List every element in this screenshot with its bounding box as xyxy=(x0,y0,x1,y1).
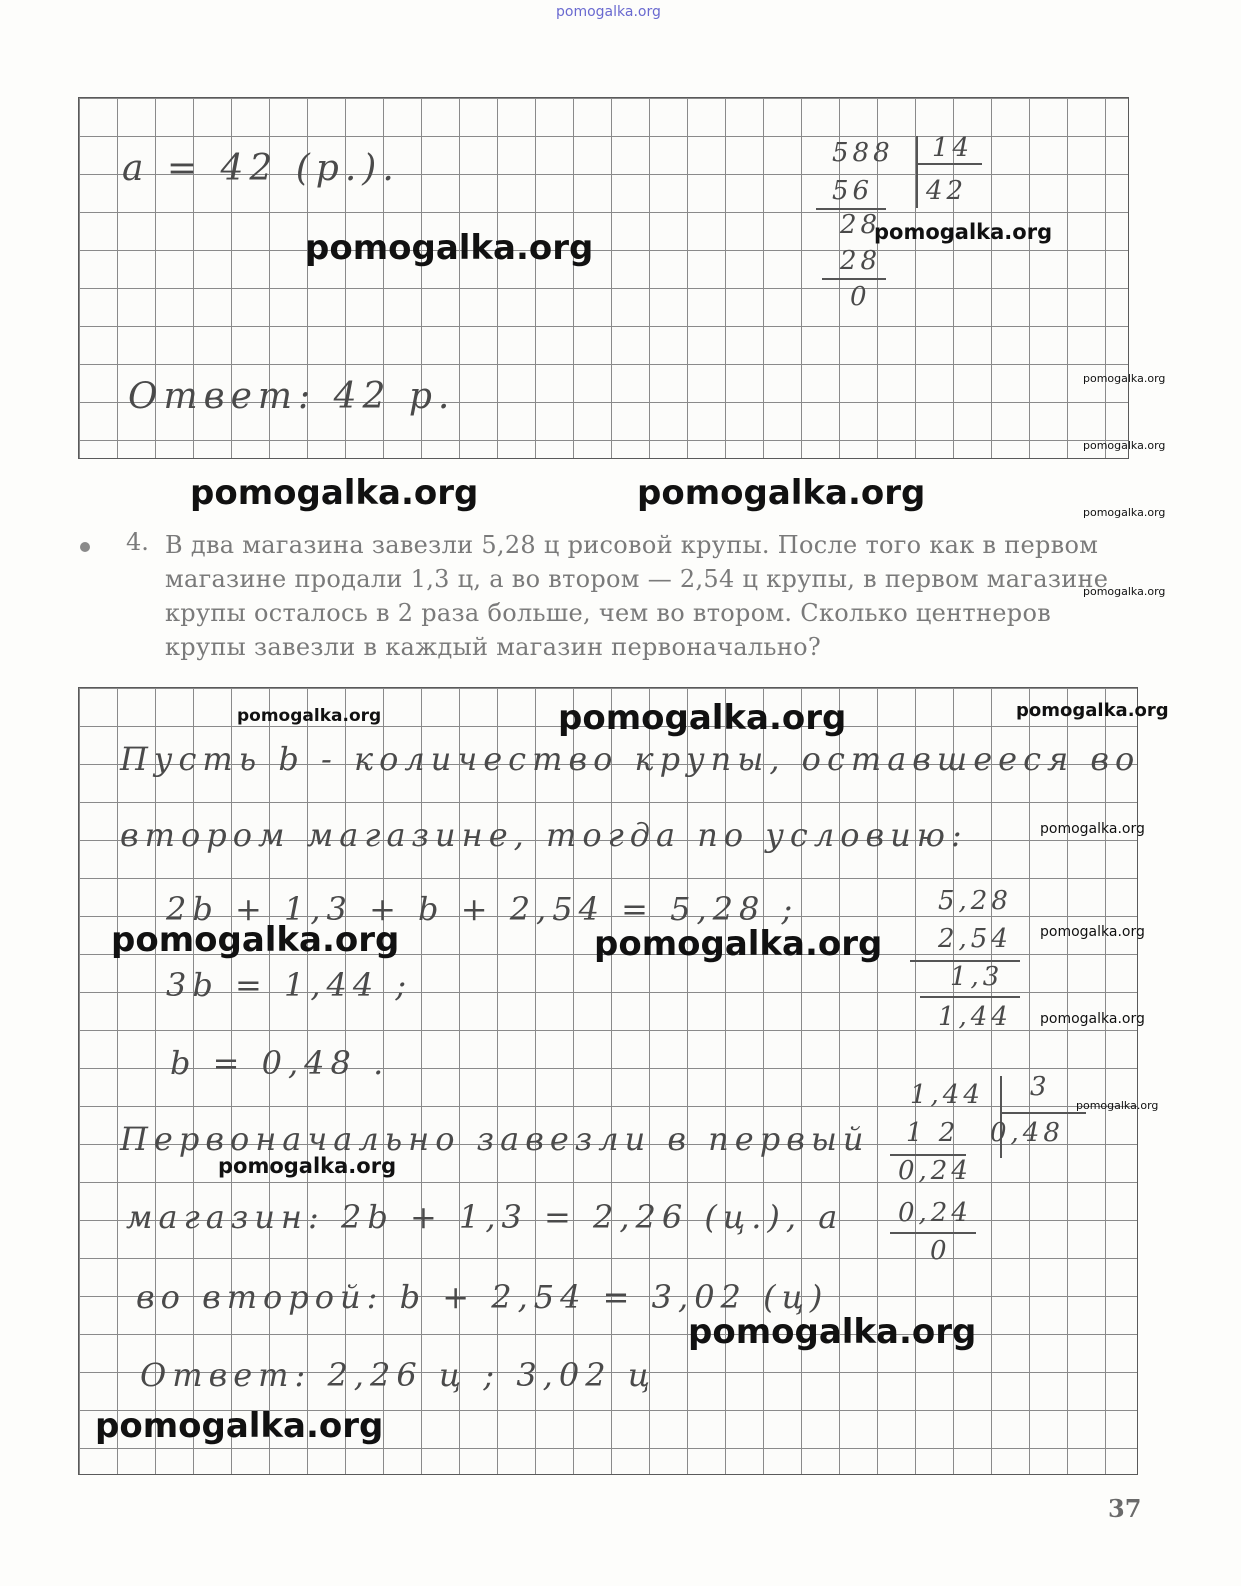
watermark: pomogalka.org xyxy=(558,698,847,738)
page-number: 37 xyxy=(1108,1494,1142,1523)
sub-b: 2,54 xyxy=(938,924,1012,954)
watermark: pomogalka.org xyxy=(1083,372,1166,385)
watermark: pomogalka.org xyxy=(688,1312,977,1352)
watermark-top: pomogalka.org xyxy=(556,4,661,20)
div1-quotient: 42 xyxy=(926,176,968,206)
watermark: pomogalka.org xyxy=(237,706,382,726)
div1-vertical-bar xyxy=(916,136,918,208)
sheet2-eq1: 2b + 1,3 + b + 2,54 = 5,28 ; xyxy=(166,890,799,928)
sub-c: 1,3 xyxy=(950,962,1004,992)
sheet2-line1: Пусть b - количество крупы, оставшееся во xyxy=(120,740,1141,778)
watermark: pomogalka.org xyxy=(218,1154,397,1178)
watermark: pomogalka.org xyxy=(1083,439,1166,452)
div2-divisor: 3 xyxy=(1030,1072,1051,1102)
watermark: pomogalka.org xyxy=(1083,585,1166,598)
div2-dividend: 1,44 xyxy=(910,1080,984,1110)
div1-sub2: 28 xyxy=(840,246,882,276)
watermark: pomogalka.org xyxy=(1040,821,1145,837)
div1-rem2: 0 xyxy=(850,282,871,312)
watermark: pomogalka.org xyxy=(1076,1099,1159,1112)
div2-sub1: 1 2 xyxy=(906,1118,960,1148)
sheet2-line2: втором магазине, тогда по условию: xyxy=(120,816,968,854)
div1-rem1: 28 xyxy=(840,210,882,240)
div2-line2 xyxy=(890,1232,976,1234)
task-text: В два магазина завезли 5,28 ц рисовой крупы. После того как в первом магазине продали 1,3 ц, а во втором — 2,54 ц крупы, в первом магазине крупы осталось в 2 раза больше, чем во втором. Сколько центнеров крупы завезли в каждый магазин первоначально? xyxy=(165,531,1109,661)
div2-rem2: 0 xyxy=(930,1236,951,1266)
watermark: pomogalka.org xyxy=(1040,924,1145,940)
sub-result: 1,44 xyxy=(938,1002,1012,1032)
watermark: pomogalka.org xyxy=(305,228,594,268)
bullet-icon xyxy=(80,542,90,552)
watermark: pomogalka.org xyxy=(1016,700,1169,721)
sheet2-eq3: b = 0,48 . xyxy=(170,1044,390,1082)
div2-sub2: 0,24 xyxy=(898,1198,972,1228)
div1-line2 xyxy=(822,278,886,280)
div2-rem1: 0,24 xyxy=(898,1156,972,1186)
sheet2-eq2: 3b = 1,44 ; xyxy=(166,966,413,1004)
div2-divisor-bar xyxy=(1002,1112,1086,1114)
task-number: 4. xyxy=(126,528,149,556)
watermark: pomogalka.org xyxy=(95,1406,384,1446)
watermark: pomogalka.org xyxy=(1083,506,1166,519)
sub-a: 5,28 xyxy=(938,886,1012,916)
div1-sub1: 56 xyxy=(832,176,874,206)
watermark: pomogalka.org xyxy=(190,473,479,513)
watermark: pomogalka.org xyxy=(1040,1011,1145,1027)
div1-dividend: 588 xyxy=(832,138,894,168)
div1-divisor-bar xyxy=(918,163,982,165)
sheet2-answer: Ответ: 2,26 ц ; 3,02 ц xyxy=(140,1356,657,1394)
div2-quotient: 0,48 xyxy=(990,1118,1064,1148)
watermark: pomogalka.org xyxy=(111,920,400,960)
watermark: pomogalka.org xyxy=(594,924,883,964)
sheet2-line3: Первоначально завезли в первый xyxy=(120,1120,870,1158)
sheet2-line5: во второй: b + 2,54 = 3,02 (ц) xyxy=(136,1278,829,1316)
sub-line2 xyxy=(920,996,1020,998)
watermark: pomogalka.org xyxy=(874,220,1053,244)
sheet1-answer: Ответ: 42 р. xyxy=(128,376,456,417)
sheet1-line1: a = 42 (р.). xyxy=(122,148,400,189)
div1-divisor: 14 xyxy=(932,133,974,163)
sheet2-line4: магазин: 2b + 1,3 = 2,26 (ц.), а xyxy=(126,1198,844,1236)
watermark: pomogalka.org xyxy=(637,473,926,513)
